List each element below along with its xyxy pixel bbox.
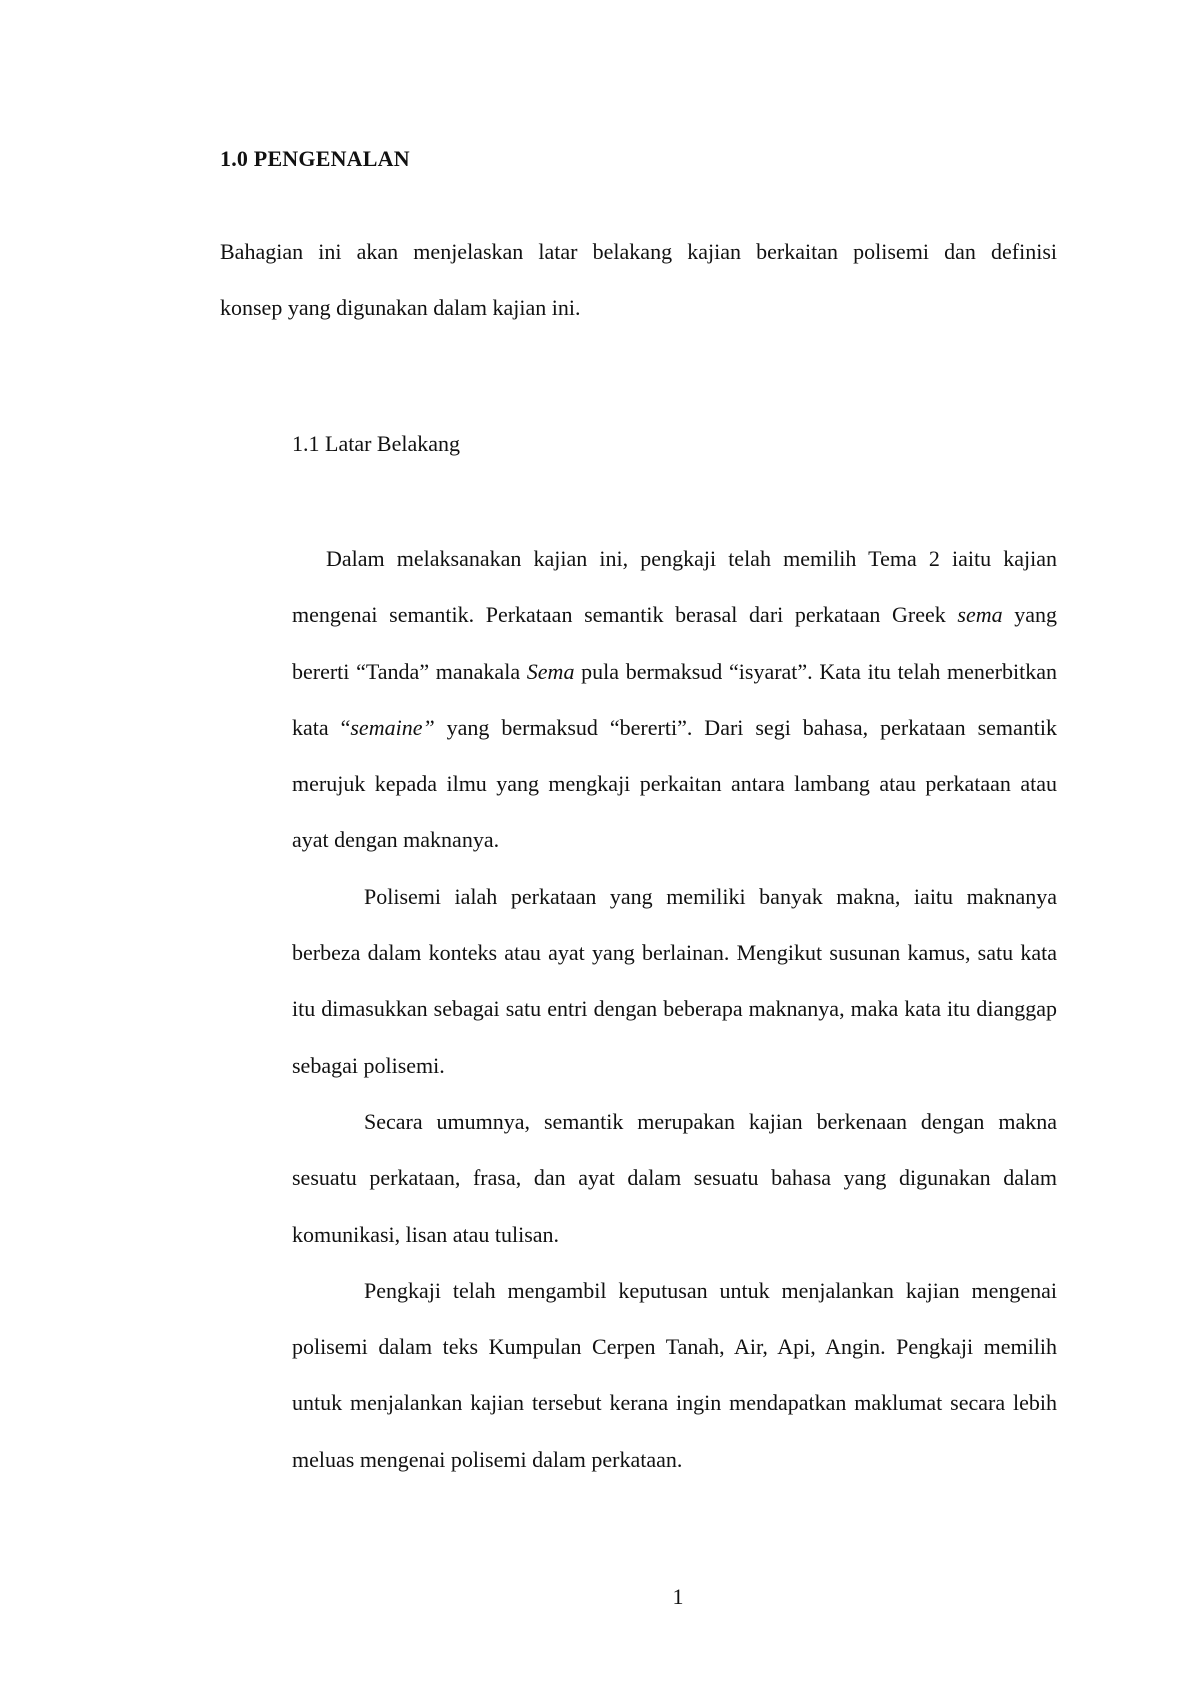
paragraph-text: yang bererti “Tanda” manakala [292,602,1058,684]
paragraph-text: pula bermaksud “isyarat”. Kata itu telah menerbitkan kata “ [292,658,1057,740]
italic-term-sema-capital: Sema [526,658,575,684]
paragraph-polisemi: Polisemi ialah perkataan yang memiliki banyak makna, iaitu maknanya berbeza dalam konteks atau ayat yang berlainan. Mengikut susunan kamus, satu kata itu dimasukkan sebagai satu entri dengan beberapa maknanya, maka kata itu dianggap sebagai polisemi. [292,883,1057,1078]
italic-term-semaine: semaine” [350,714,435,740]
intro-paragraph [220,224,1057,336]
body-text [292,531,1057,1488]
paragraph-latar-belakang [292,531,1057,869]
page-number: 1 [672,1584,684,1609]
section-heading: 1.0 PENGENALAN [220,146,410,171]
intro-line-1: Bahagian ini akan menjelaskan latar belakang kajian berkaitan polisemi dan definisi [220,239,1057,264]
paragraph-text: Dalam melaksanakan kajian ini, pengkaji telah memilih Tema 2 iaitu kajian mengenai semantik. Perkataan semantik berasal dari perkataan Greek [292,546,1057,628]
paragraph-text: yang bermaksud “bererti”. Dari segi bahasa, perkataan semantik merujuk kepada ilmu yang mengkaji perkaitan antara lambang atau perkataan atau ayat dengan maknanya. [292,714,1057,853]
intro-line-2: konsep yang digunakan dalam kajian ini. [220,295,581,320]
subsection-heading: 1.1 Latar Belakang [292,431,460,456]
italic-term-sema: sema [957,602,1003,628]
paragraph-semantik: Secara umumnya, semantik merupakan kajian berkenaan dengan makna sesuatu perkataan, frasa, dan ayat dalam sesuatu bahasa yang digunakan dalam komunikasi, lisan atau tulisan. [292,1108,1057,1247]
paragraph-keputusan: Pengkaji telah mengambil keputusan untuk menjalankan kajian mengenai polisemi dalam teks Kumpulan Cerpen Tanah, Air, Api, Angin. Pengkaji memilih untuk menjalankan kajian tersebut kerana ingin mendapatkan maklumat secara lebih meluas mengenai polisemi dalam perkataan. [292,1277,1057,1472]
